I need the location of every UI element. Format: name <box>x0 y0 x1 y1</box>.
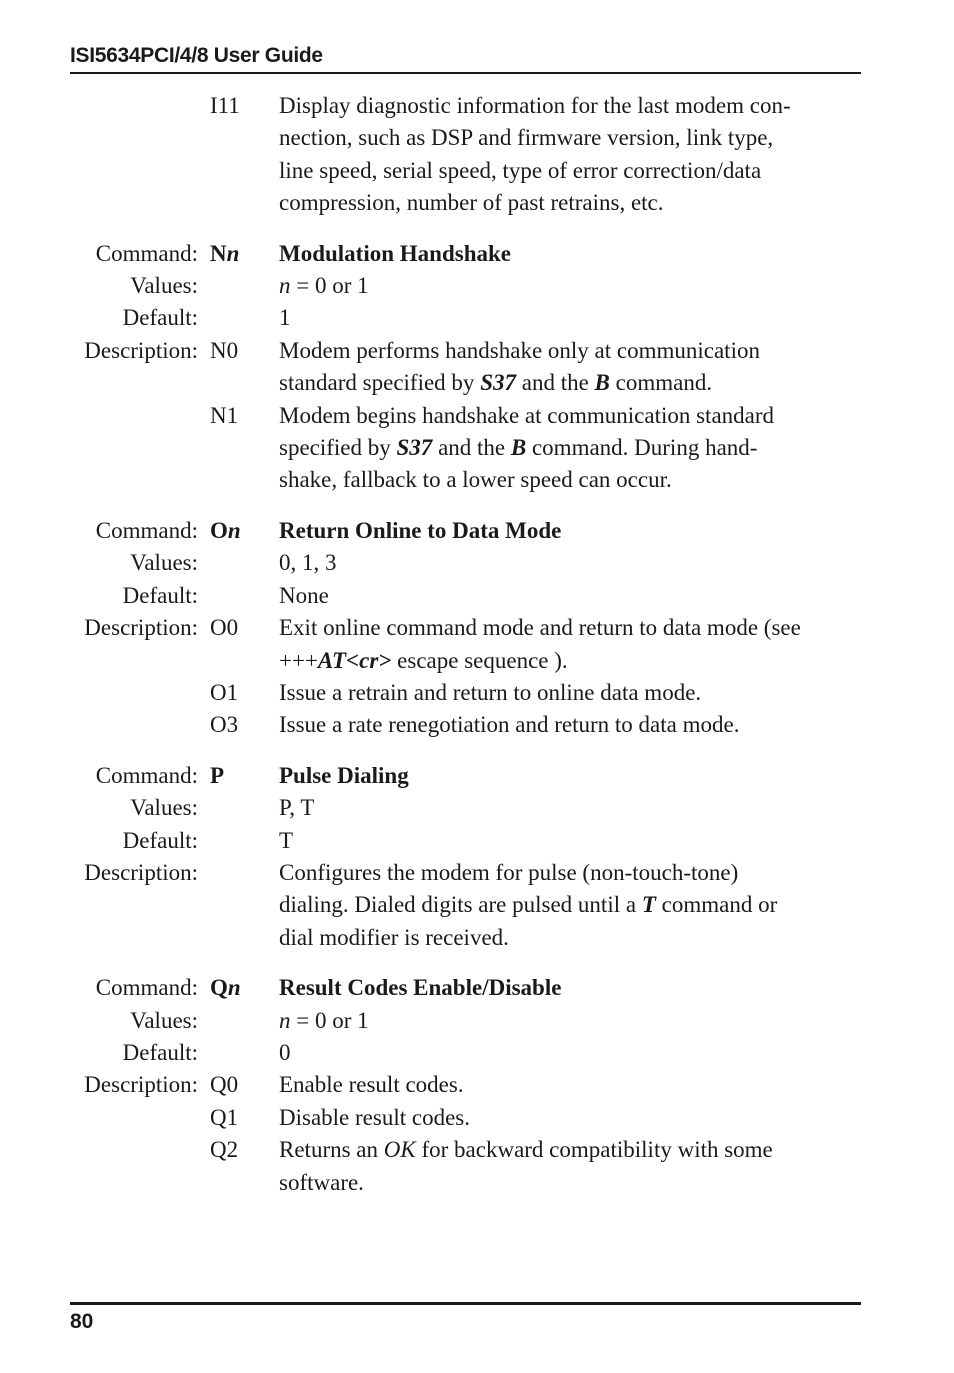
command-label: Command: <box>95 240 198 266</box>
default-label: Default: <box>122 827 198 853</box>
description-text: Configures the modem for pulse (non-touch-tone) dialing. Dialed digits are pulsed until a T command or dial modifier is received. <box>279 859 778 950</box>
values-label: Values: <box>130 795 198 821</box>
option-code: O3 <box>210 712 239 738</box>
default-text: 1 <box>279 305 291 331</box>
option-description: Issue a retrain and return to online data mode. <box>279 679 702 705</box>
command-label: Command: <box>95 975 198 1001</box>
description-label: Description: <box>84 859 198 885</box>
values-label: Values: <box>130 550 198 576</box>
i11-description: Display diagnostic information for the last modem con- nection, such as DSP and firmware version, link type, line speed, serial speed, type of error correction/data compression, number of past retrains, etc. <box>279 93 791 216</box>
command-code: P <box>210 762 225 788</box>
values-label: Values: <box>130 1007 198 1033</box>
option-description: Modem performs handshake only at communication standard specified by S37 and the B command. <box>279 337 760 396</box>
option-code: N1 <box>210 402 239 428</box>
command-block-o <box>70 515 861 742</box>
footer-rule <box>70 1302 861 1305</box>
document-body <box>70 90 861 1199</box>
option-code: N0 <box>210 337 239 363</box>
page-number: 80 <box>70 1310 94 1333</box>
default-label: Default: <box>122 305 198 331</box>
option-description: Modem begins handshake at communication standard specified by S37 and the B command. During hand- shake, fallback to a lower speed can occur. <box>279 402 775 493</box>
command-code: Qn <box>210 975 241 1001</box>
values-text: n = 0 or 1 <box>279 273 369 299</box>
command-title: Pulse Dialing <box>279 762 409 788</box>
values-label: Values: <box>130 273 198 299</box>
option-code: O1 <box>210 679 239 705</box>
description-label: Description: <box>84 337 198 363</box>
option-code: O0 <box>210 615 239 641</box>
command-title: Modulation Handshake <box>279 240 511 266</box>
option-description: Exit online command mode and return to data mode (see +++AT<cr> escape sequence ). <box>279 615 801 673</box>
default-text: 0 <box>279 1039 291 1065</box>
default-label: Default: <box>122 582 198 608</box>
command-label: Command: <box>95 517 198 543</box>
command-title: Result Codes Enable/Disable <box>279 975 562 1001</box>
command-label: Command: <box>95 762 198 788</box>
command-code: Nn <box>210 240 240 266</box>
option-description: Returns an OK for backward compatibility with some software. <box>279 1137 773 1195</box>
option-description: Enable result codes. <box>279 1072 464 1098</box>
command-title: Return Online to Data Mode <box>279 517 562 543</box>
i11-code: I11 <box>210 93 240 118</box>
option-code: Q1 <box>210 1104 239 1130</box>
command-block-q <box>70 972 861 1199</box>
header-rule <box>70 72 861 74</box>
option-code: Q0 <box>210 1072 239 1098</box>
default-text: T <box>279 827 294 853</box>
description-label: Description: <box>84 1072 198 1098</box>
default-text: None <box>279 582 329 608</box>
values-text: P, T <box>279 795 315 821</box>
command-block-p <box>70 760 861 954</box>
option-description: Issue a rate renegotiation and return to data mode. <box>279 712 740 738</box>
values-text: 0, 1, 3 <box>279 550 337 576</box>
page-header-title: ISI5634PCI/4/8 User Guide <box>70 44 323 67</box>
command-code: On <box>210 517 241 543</box>
values-text: n = 0 or 1 <box>279 1007 369 1033</box>
i11-entry <box>70 90 861 220</box>
command-block-n <box>70 238 861 497</box>
default-label: Default: <box>122 1039 198 1065</box>
option-description: Disable result codes. <box>279 1104 470 1130</box>
option-code: Q2 <box>210 1137 239 1163</box>
description-label: Description: <box>84 615 198 641</box>
